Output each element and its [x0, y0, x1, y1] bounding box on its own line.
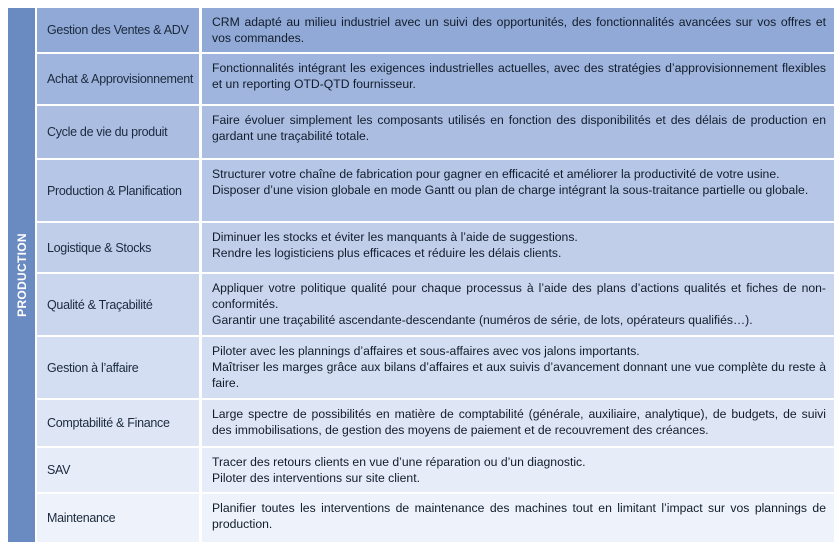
table-row [37, 223, 834, 272]
row-label: Logistique & Stocks [37, 223, 199, 272]
description-line: Garantir une traçabilité ascendante-descendante (numéros de série, de lots, opérateurs qualifiés…). [212, 313, 753, 327]
table-row [37, 54, 834, 104]
description-line: Appliquer votre politique qualité pour chaque processus à l’aide des plans d’actions qualités et fiches de non-conformités. [212, 281, 826, 311]
description-line: Maîtriser les marges grâce aux bilans d’affaires et aux suivis d’avancement donnant une vue complète du reste à faire. [212, 360, 826, 390]
table-row [37, 160, 834, 221]
table-rows [37, 8, 834, 544]
description-line: Piloter avec les plannings d’affaires et sous-affaires avec vos jalons importants. [212, 344, 640, 358]
table-row [37, 8, 834, 52]
table-row [37, 337, 834, 398]
row-label: Qualité & Traçabilité [37, 274, 199, 335]
row-label: Gestion des Ventes & ADV [37, 8, 199, 52]
row-description [202, 160, 834, 221]
table-row [37, 274, 834, 335]
row-label: Maintenance [37, 494, 199, 542]
row-label: Cycle de vie du produit [37, 106, 199, 158]
row-description [202, 274, 834, 335]
table-row [37, 494, 834, 542]
description-line: Diminuer les stocks et éviter les manquants à l’aide de suggestions. [212, 230, 578, 244]
description-line: Disposer d’une vision globale en mode Gantt ou plan de charge intégrant la sous-traitance partielle ou globale. [212, 183, 809, 197]
description-line: Fonctionnalités intégrant les exigences industrielles actuelles, avec des stratégies d’approvisionnement flexibles et un reporting OTD-QTD fournisseur. [212, 61, 826, 91]
description-line: CRM adapté au milieu industriel avec un suivi des opportunités, des fonctionnalités avancées sur vos offres et vos commandes. [212, 15, 826, 45]
row-description [202, 494, 834, 542]
description-line: Faire évoluer simplement les composants utilisés en fonction des disponibilités et des délais de production en gardant une traçabilité totale. [212, 113, 826, 143]
row-description [202, 337, 834, 398]
description-line: Structurer votre chaîne de fabrication pour gagner en efficacité et améliorer la productivité de votre usine. [212, 167, 780, 181]
description-line: Piloter des interventions sur site client. [212, 471, 420, 485]
row-label: SAV [37, 448, 199, 492]
row-description [202, 8, 834, 52]
row-description [202, 223, 834, 272]
row-label: Comptabilité & Finance [37, 400, 199, 446]
side-label: PRODUCTION [14, 233, 29, 317]
row-description [202, 106, 834, 158]
row-description [202, 54, 834, 104]
table-row [37, 400, 834, 446]
description-line: Rendre les logisticiens plus efficaces et réduire les délais clients. [212, 246, 562, 260]
description-line: Large spectre de possibilités en matière de comptabilité (générale, auxiliaire, analytique), de budgets, de suivi des immobilisations, de gestion des moyens de paiement et de recouvrement des créances. [212, 407, 826, 437]
row-label: Production & Planification [37, 160, 199, 221]
row-label: Achat & Approvisionnement [37, 54, 199, 104]
row-description [202, 400, 834, 446]
description-line: Tracer des retours clients en vue d’une réparation ou d’un diagnostic. [212, 455, 586, 469]
row-label: Gestion à l’affaire [37, 337, 199, 398]
description-line: Planifier toutes les interventions de maintenance des machines tout en limitant l’impact sur vos plannings de production. [212, 501, 826, 531]
side-bar [8, 8, 35, 542]
row-description [202, 448, 834, 492]
table-row [37, 106, 834, 158]
feature-table [8, 8, 834, 542]
table-row [37, 448, 834, 492]
